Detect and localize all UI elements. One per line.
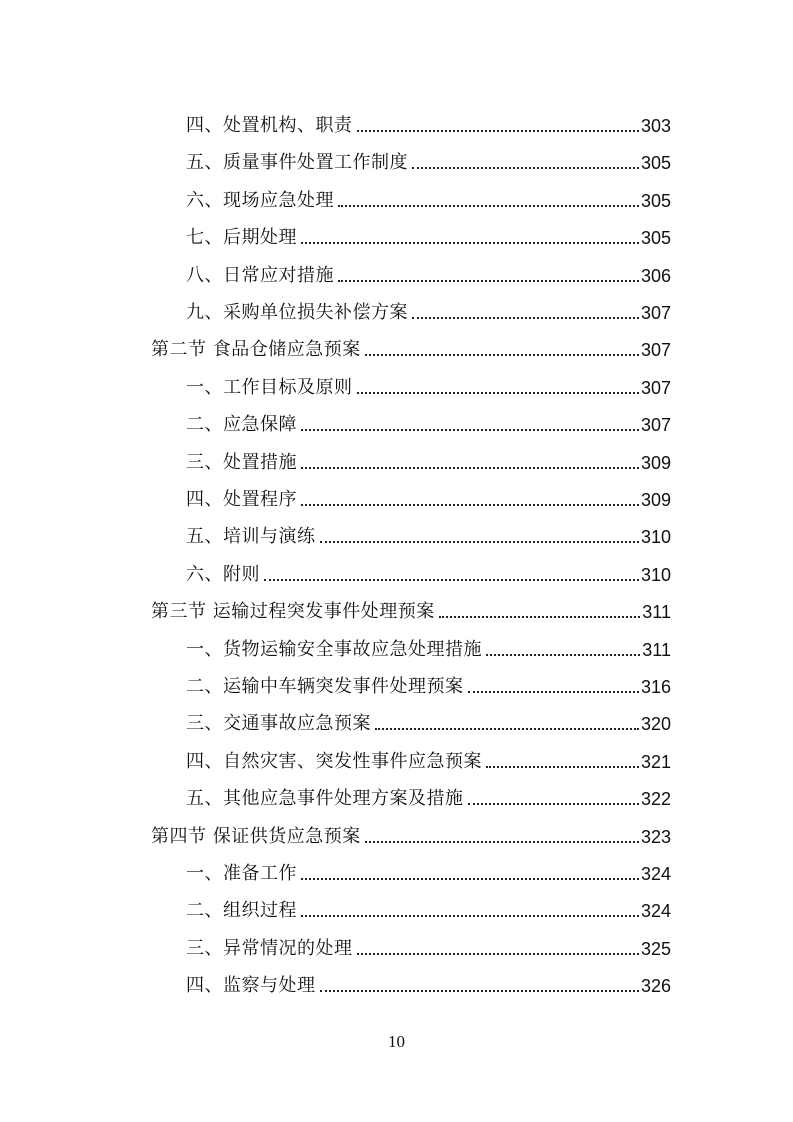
- toc-subsection-entry[interactable]: [186, 625, 671, 662]
- toc-subsection-entry[interactable]: [186, 251, 671, 288]
- toc-entry-label: 五、培训与演练: [186, 526, 316, 548]
- toc-subsection-entry[interactable]: [186, 961, 671, 998]
- toc-entry-page: 323: [640, 826, 671, 847]
- toc-entry-label: 一、工作目标及原则: [186, 376, 353, 398]
- toc-entry-page: 307: [640, 303, 671, 323]
- toc-entry-label: 一、准备工作: [186, 863, 297, 884]
- toc-dot-leader: [338, 280, 639, 282]
- toc-dot-leader: [365, 354, 639, 356]
- toc-dot-leader: [338, 205, 639, 207]
- toc-dot-leader: [412, 167, 639, 169]
- toc-entry-page: 303: [640, 116, 671, 136]
- toc-entry-page: 322: [640, 789, 671, 810]
- toc-entry-page: 310: [640, 564, 671, 585]
- toc-entry-label: 三、交通事故应急预案: [186, 713, 371, 735]
- toc-dot-leader: [301, 504, 639, 506]
- toc-entry-page: 310: [640, 527, 671, 548]
- toc-subsection-entry[interactable]: [186, 924, 671, 961]
- toc-section-entry[interactable]: [151, 325, 671, 362]
- toc-dot-leader: [357, 392, 639, 394]
- toc-entry-page: 311: [642, 639, 671, 660]
- toc-subsection-entry[interactable]: [186, 213, 671, 250]
- toc-subsection-entry[interactable]: [186, 475, 671, 512]
- toc-section-entry[interactable]: [151, 587, 671, 624]
- toc-dot-leader: [320, 541, 639, 543]
- toc-subsection-entry[interactable]: [186, 774, 671, 811]
- toc-dot-leader: [357, 130, 639, 132]
- toc-entry-label: 第四节 保证供货应急预案: [151, 825, 361, 847]
- toc-subsection-entry[interactable]: [186, 101, 671, 138]
- toc-entry-page: 311: [642, 602, 671, 623]
- toc-dot-leader: [301, 429, 639, 431]
- toc-subsection-entry[interactable]: [186, 550, 671, 587]
- toc-dot-leader: [486, 766, 639, 768]
- toc-dot-leader: [301, 878, 639, 880]
- toc-subsection-entry[interactable]: [186, 512, 671, 549]
- toc-entry-page: 309: [640, 490, 671, 510]
- toc-entry-page: 307: [640, 415, 671, 436]
- toc-dot-leader: [301, 467, 639, 469]
- toc-entry-label: 三、处置措施: [186, 451, 297, 473]
- toc-entry-page: 324: [640, 901, 671, 922]
- toc-entry-label: 四、自然灾害、突发性事件应急预案: [186, 750, 482, 772]
- toc-section-entry[interactable]: [151, 812, 671, 849]
- toc-subsection-entry[interactable]: [186, 176, 671, 213]
- toc-subsection-entry[interactable]: [186, 438, 671, 475]
- toc-entry-page: 305: [640, 228, 671, 249]
- toc-entry-page: 306: [640, 265, 671, 286]
- toc-entry-page: 307: [640, 377, 671, 398]
- toc-entry-label: 一、货物运输安全事故应急处理措施: [186, 638, 482, 660]
- toc-entry-label: 二、应急保障: [186, 414, 297, 436]
- toc-dot-leader: [468, 803, 639, 805]
- toc-entry-page: 321: [640, 751, 671, 772]
- toc-dot-leader: [486, 654, 640, 656]
- toc-subsection-entry[interactable]: [186, 886, 671, 923]
- toc-subsection-entry[interactable]: [186, 737, 671, 774]
- toc-entry-label: 六、现场应急处理: [186, 189, 334, 211]
- toc-dot-leader: [320, 990, 639, 992]
- toc-entry-page: 307: [640, 340, 671, 361]
- toc-dot-leader: [375, 728, 639, 730]
- page-number: 10: [388, 1032, 405, 1051]
- toc-dot-leader: [365, 841, 639, 843]
- toc-subsection-entry[interactable]: [186, 138, 671, 175]
- toc-subsection-entry[interactable]: [186, 849, 671, 886]
- toc-subsection-entry[interactable]: [186, 288, 671, 325]
- toc-dot-leader: [301, 242, 639, 244]
- toc-entry-label: 三、异常情况的处理: [186, 937, 353, 959]
- toc-entry-page: 305: [640, 153, 671, 174]
- toc-dot-leader: [468, 691, 639, 693]
- toc-entry-page: 324: [640, 864, 671, 884]
- toc-entry-page: 309: [640, 452, 671, 473]
- toc-entry-label: 四、处置程序: [186, 489, 297, 510]
- toc-entry-label: 四、处置机构、职责: [186, 115, 353, 136]
- toc-entry-page: 316: [640, 677, 671, 697]
- toc-dot-leader: [357, 953, 639, 955]
- toc-dot-leader: [412, 317, 639, 319]
- toc-entry-label: 九、采购单位损失补偿方案: [186, 302, 408, 323]
- toc-entry-label: 二、组织过程: [186, 900, 297, 922]
- toc-entry-label: 二、运输中车辆突发事件处理预案: [186, 676, 464, 697]
- toc-entry-page: 305: [640, 190, 671, 211]
- toc-subsection-entry[interactable]: [186, 400, 671, 437]
- toc-entry-label: 第二节 食品仓储应急预案: [151, 339, 361, 361]
- toc-entry-label: 七、后期处理: [186, 227, 297, 249]
- toc-subsection-entry[interactable]: [186, 363, 671, 400]
- toc-entry-page: 325: [640, 938, 671, 959]
- toc-entry-label: 四、监察与处理: [186, 975, 316, 997]
- toc-dot-leader: [301, 915, 639, 917]
- toc-entry-label: 八、日常应对措施: [186, 264, 334, 286]
- toc-entry-label: 六、附则: [186, 563, 260, 585]
- toc-dot-leader: [264, 579, 639, 581]
- toc-subsection-entry[interactable]: [186, 699, 671, 736]
- toc-entry-label: 五、其他应急事件处理方案及措施: [186, 788, 464, 810]
- toc-entry-page: 326: [640, 976, 671, 997]
- toc-entry-label: 第三节 运输过程突发事件处理预案: [151, 601, 435, 623]
- toc-entry-page: 320: [640, 714, 671, 735]
- toc-subsection-entry[interactable]: [186, 662, 671, 699]
- toc-entry-label: 五、质量事件处置工作制度: [186, 152, 408, 174]
- toc-dot-leader: [439, 616, 641, 618]
